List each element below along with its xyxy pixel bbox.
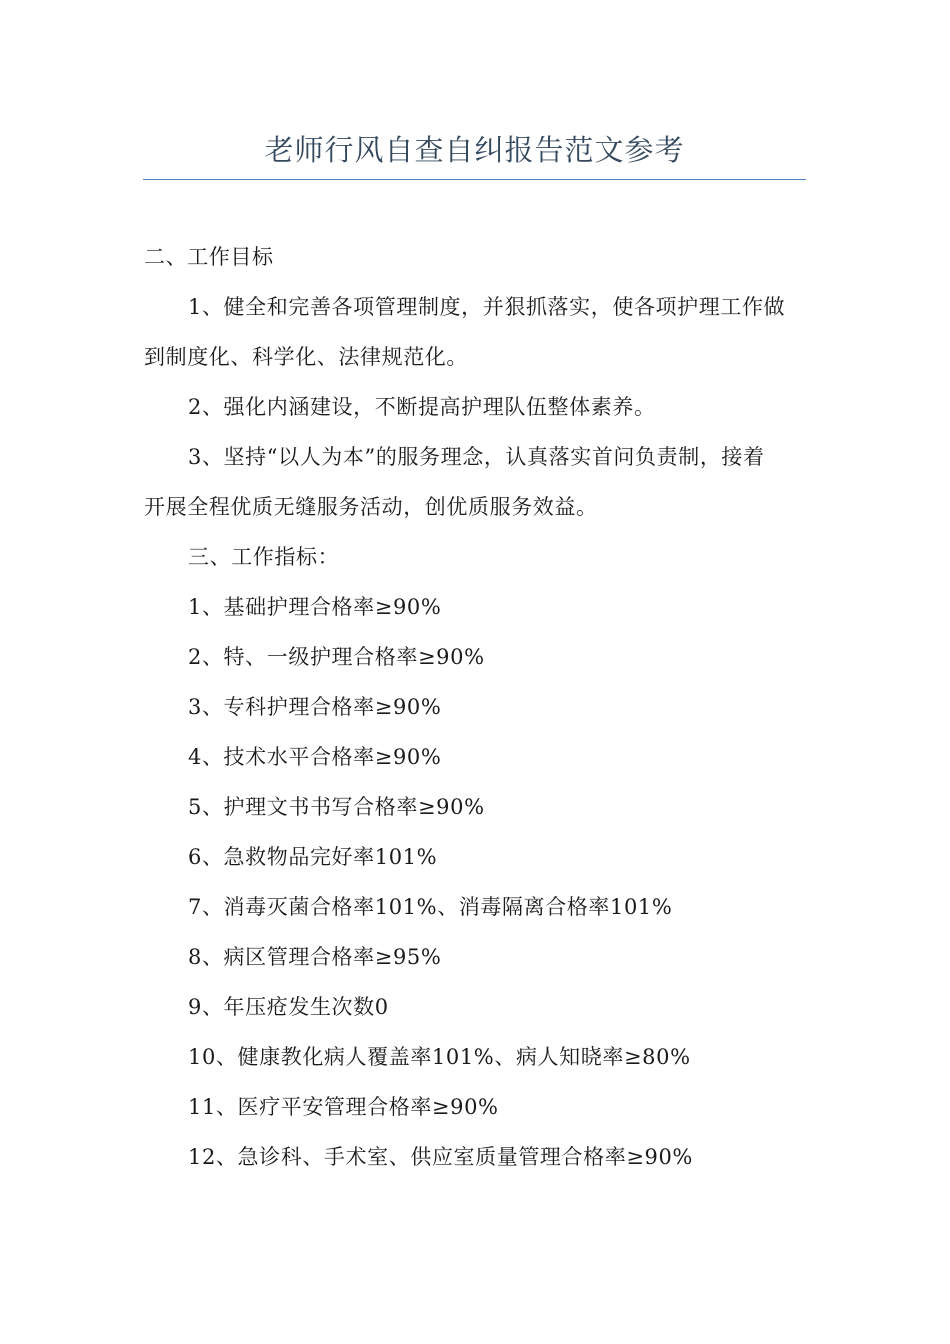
goal-item-2: 2、强化内涵建设，不断提高护理队伍整体素养。 xyxy=(188,395,656,419)
document-body xyxy=(144,232,806,1182)
metric-item-4: 4、技术水平合格率≥90% xyxy=(188,745,442,769)
metric-item-8: 8、病区管理合格率≥95% xyxy=(188,945,442,969)
metric-item-3: 3、专科护理合格率≥90% xyxy=(188,695,442,719)
goal-item-3-line2: 开展全程优质无缝服务活动，创优质服务效益。 xyxy=(144,495,598,519)
metric-item-12: 12、急诊科、手术室、供应室质量管理合格率≥90% xyxy=(188,1145,693,1169)
metric-item-10: 10、健康教化病人覆盖率101%、病人知晓率≥80% xyxy=(188,1045,691,1069)
metric-item-9: 9、年压疮发生次数0 xyxy=(188,995,389,1019)
title-underline-rule xyxy=(143,179,806,180)
metric-item-6: 6、急救物品完好率101% xyxy=(188,845,438,869)
goal-item-1-line2: 到制度化、科学化、法律规范化。 xyxy=(144,345,468,369)
section-heading-goals: 二、工作目标 xyxy=(144,245,274,269)
section-heading-metrics: 三、工作指标： xyxy=(188,545,340,569)
goal-item-1-line1: 1、健全和完善各项管理制度，并狠抓落实，使各项护理工作做 xyxy=(188,295,786,319)
metric-item-2: 2、特、一级护理合格率≥90% xyxy=(188,645,485,669)
goal-item-3-line1: 3、坚持“以人为本”的服务理念，认真落实首问负责制，接着 xyxy=(188,445,765,469)
metric-item-11: 11、医疗平安管理合格率≥90% xyxy=(188,1095,499,1119)
metric-item-5: 5、护理文书书写合格率≥90% xyxy=(188,795,485,819)
document-title: 老师行风自查自纠报告范文参考 xyxy=(264,133,685,167)
metric-item-1: 1、基础护理合格率≥90% xyxy=(188,595,442,619)
metric-item-7: 7、消毒灭菌合格率101%、消毒隔离合格率101% xyxy=(188,895,673,919)
